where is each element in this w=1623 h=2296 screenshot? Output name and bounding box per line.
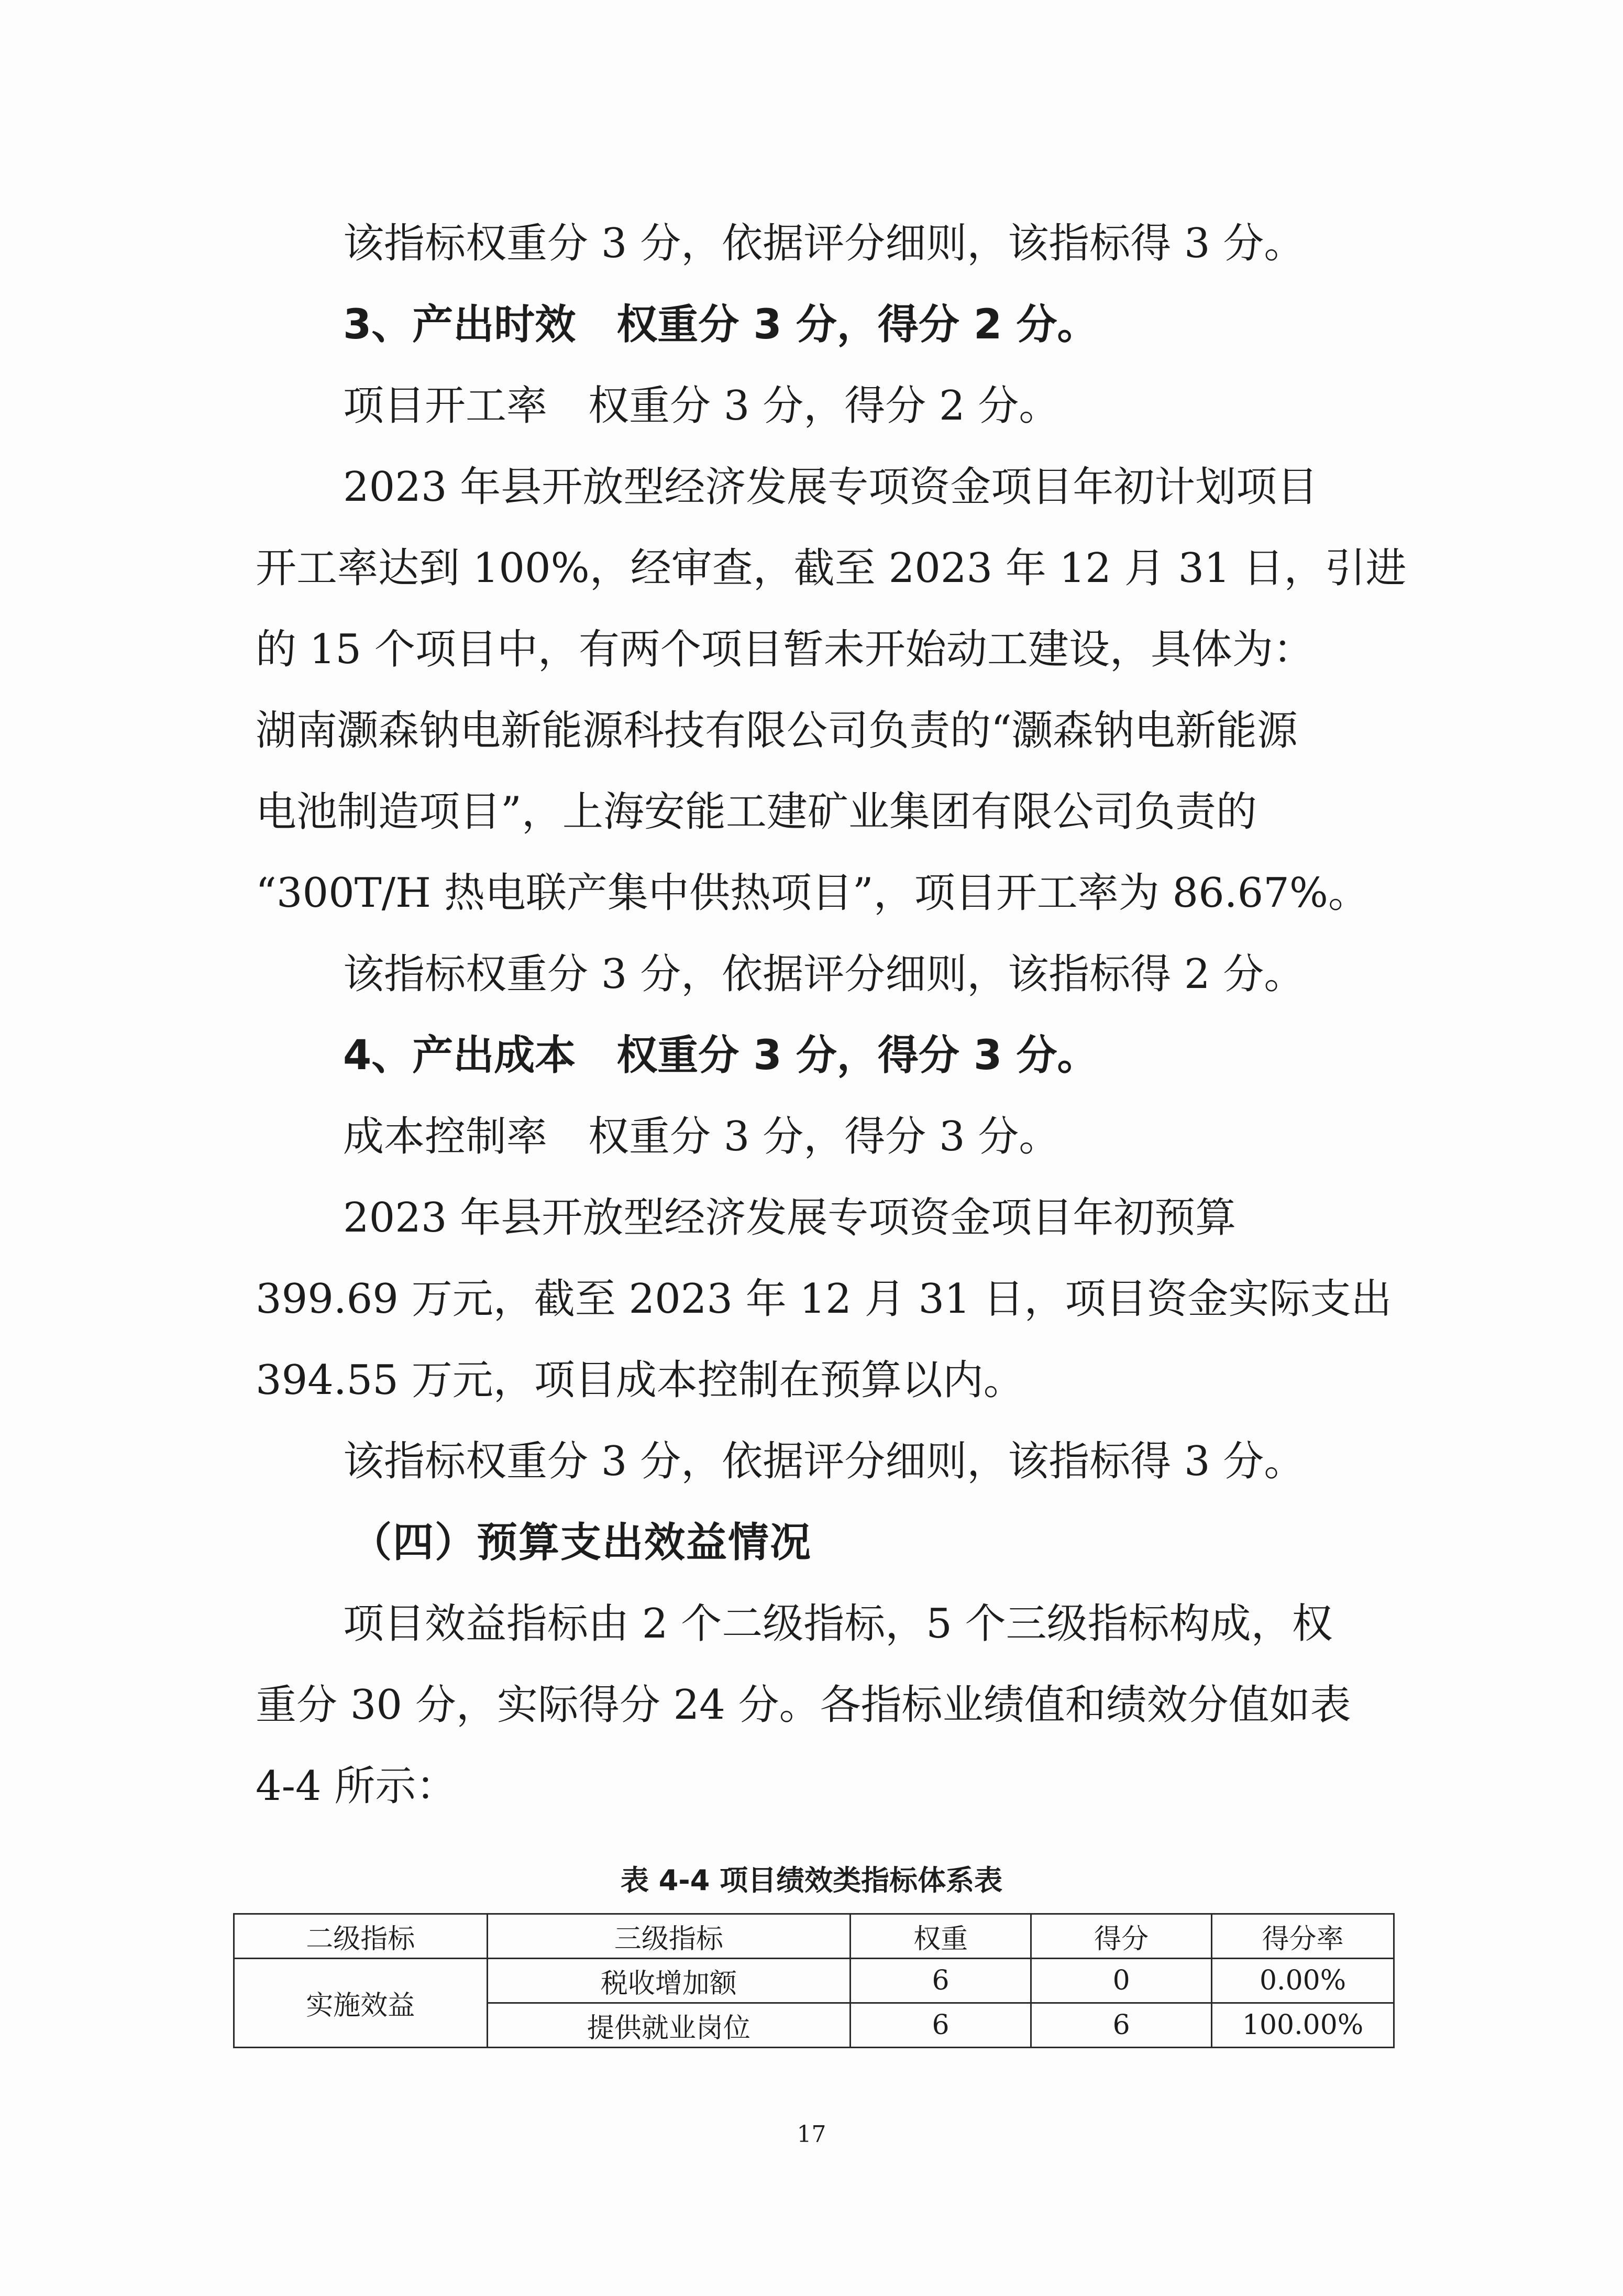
rate-cell: 100.00% bbox=[1212, 2003, 1394, 2048]
table-caption: 表 4-4 项目绩效类指标体系表 bbox=[620, 1864, 1003, 1897]
score-cell: 0 bbox=[1031, 1959, 1212, 2003]
group-cell: 实施效益 bbox=[234, 1959, 488, 2048]
paragraph-benefit-intro-line-3: 4-4 所示： bbox=[256, 1763, 457, 1810]
indicator-cell: 税收增加额 bbox=[487, 1959, 850, 2003]
paragraph-start-rate-detail-line-4: 湖南灏森钠电新能源科技有限公司负责的“灏森钠电新能源 bbox=[256, 707, 1298, 754]
paragraph-cost-detail-line-2: 399.69 万元，截至 2023 年 12 月 31 日，项目资金实际支出 bbox=[256, 1276, 1392, 1323]
header-weight: 权重 bbox=[851, 1914, 1031, 1959]
paragraph-score-note-1: 该指标权重分 3 分，依据评分细则，该指标得 3 分。 bbox=[343, 220, 1305, 267]
paragraph-score-note-2: 该指标权重分 3 分，依据评分细则，该指标得 2 分。 bbox=[343, 951, 1305, 998]
heading-output-timeliness: 3、产出时效 权重分 3 分，得分 2 分。 bbox=[343, 301, 1098, 348]
header-secondary-indicator: 二级指标 bbox=[234, 1914, 488, 1959]
paragraph-start-rate-detail-line-3: 的 15 个项目中，有两个项目暂未开始动工建设，具体为： bbox=[256, 626, 1314, 673]
header-tertiary-indicator: 三级指标 bbox=[487, 1914, 850, 1959]
paragraph-cost-detail-line-3: 394.55 万元，项目成本控制在预算以内。 bbox=[256, 1357, 1024, 1404]
table-row bbox=[234, 1959, 1394, 2003]
section-heading-benefits: （四）预算支出效益情况 bbox=[351, 1519, 812, 1566]
paragraph-benefit-intro-line-1: 项目效益指标由 2 个二级指标，5 个三级指标构成，权 bbox=[343, 1600, 1333, 1647]
header-score: 得分 bbox=[1031, 1914, 1212, 1959]
table-header-row bbox=[234, 1914, 1394, 1959]
paragraph-start-rate: 项目开工率 权重分 3 分，得分 2 分。 bbox=[343, 382, 1060, 430]
indicator-cell: 提供就业岗位 bbox=[487, 2003, 850, 2048]
rate-cell: 0.00% bbox=[1212, 1959, 1394, 2003]
heading-output-cost: 4、产出成本 权重分 3 分，得分 3 分。 bbox=[343, 1032, 1098, 1079]
weight-cell: 6 bbox=[851, 1959, 1031, 2003]
paragraph-start-rate-detail-line-5: 电池制造项目”，上海安能工建矿业集团有限公司负责的 bbox=[256, 788, 1257, 836]
weight-cell: 6 bbox=[851, 2003, 1031, 2048]
performance-indicator-table bbox=[233, 1913, 1395, 2048]
paragraph-cost-detail-line-1: 2023 年县开放型经济发展专项资金项目年初预算 bbox=[343, 1194, 1236, 1242]
paragraph-score-note-3: 该指标权重分 3 分，依据评分细则，该指标得 3 分。 bbox=[343, 1438, 1305, 1485]
paragraph-benefit-intro-line-2: 重分 30 分，实际得分 24 分。各指标业绩值和绩效分值如表 bbox=[256, 1682, 1351, 1729]
paragraph-start-rate-detail-line-6: “300T/H 热电联产集中供热项目”，项目开工率为 86.67%。 bbox=[256, 870, 1369, 917]
paragraph-cost-control-rate: 成本控制率 权重分 3 分，得分 3 分。 bbox=[343, 1113, 1060, 1160]
page-number: 17 bbox=[797, 2121, 826, 2148]
score-cell: 6 bbox=[1031, 2003, 1212, 2048]
header-score-rate: 得分率 bbox=[1212, 1914, 1394, 1959]
paragraph-start-rate-detail-line-2: 开工率达到 100%，经审查，截至 2023 年 12 月 31 日，引进 bbox=[256, 545, 1407, 592]
paragraph-start-rate-detail-line-1: 2023 年县开放型经济发展专项资金项目年初计划项目 bbox=[343, 464, 1318, 511]
